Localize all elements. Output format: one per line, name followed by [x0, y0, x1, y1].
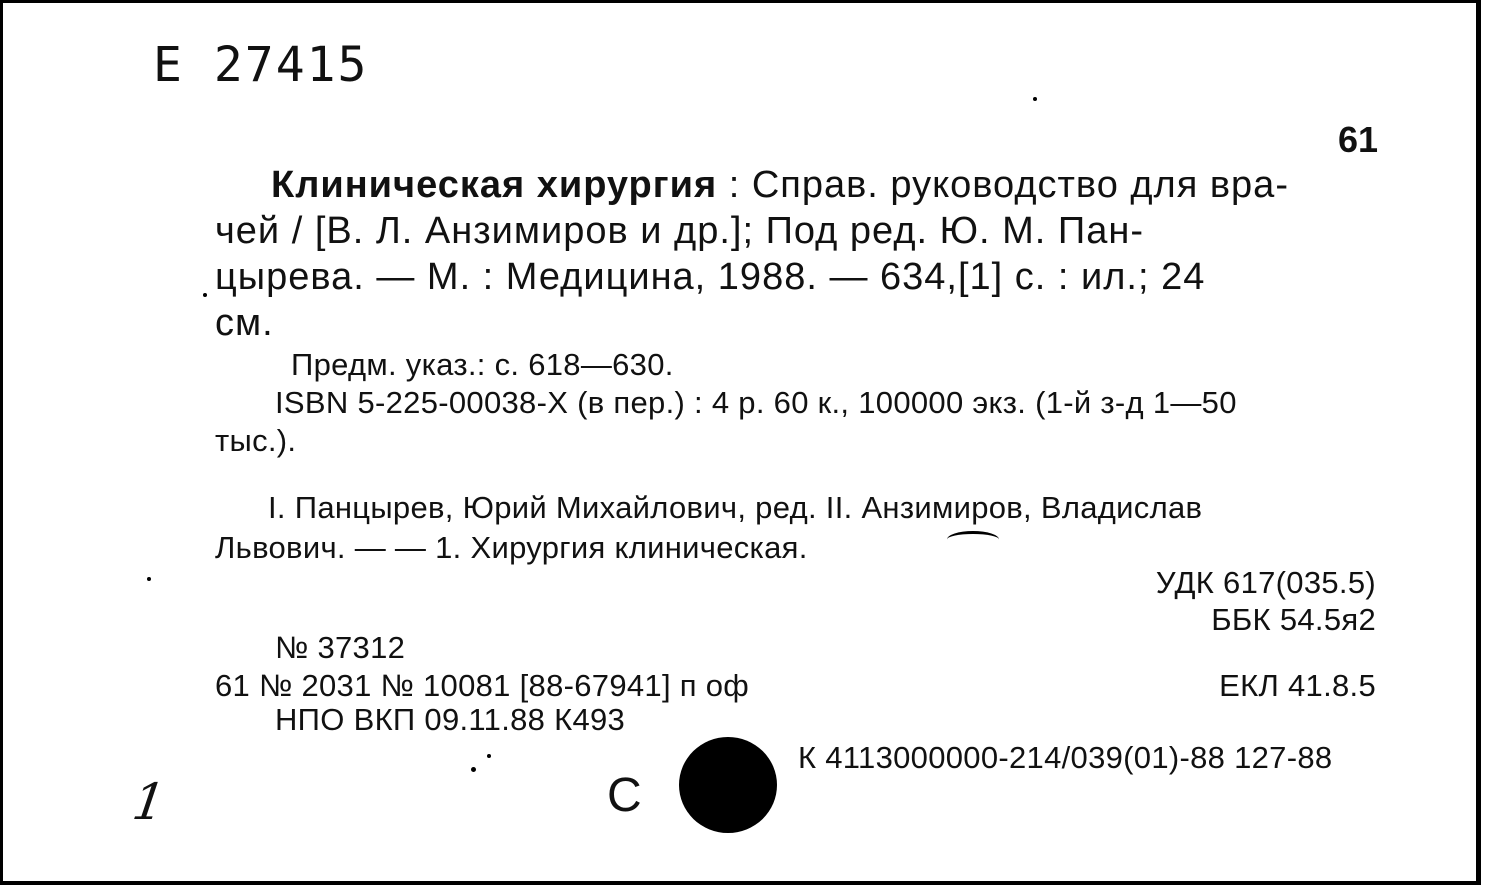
speck: [203, 293, 207, 297]
ekl: ЕКЛ 41.8.5: [1219, 668, 1376, 703]
isbn-line: ISBN 5-225-00038-X (в пер.) : 4 р. 60 к., 100000 экз. (1-й з-д 1—50: [275, 385, 1237, 420]
isbn-continuation: тыс.).: [215, 423, 297, 458]
description-line-1: : Справ. руководство для вра-: [717, 164, 1289, 206]
copyright-circle: [679, 737, 777, 833]
order-number: № 37312: [275, 630, 406, 665]
catalog-line: 61 № 2031 № 10081 [88-67941] п оф: [215, 668, 750, 703]
publisher-code: К 4113000000-214/039(01)-88 127-88: [798, 740, 1333, 775]
bbk: ББК 54.5я2: [1211, 602, 1376, 637]
copyright-sign: С: [607, 769, 642, 822]
title: Клиническая хирургия: [271, 164, 718, 206]
handwritten-mark: 1: [128, 773, 169, 831]
call-letter: Е: [153, 37, 184, 93]
description-line-3: цырева. — М. : Медицина, 1988. — 634,[1] с. : ил.; 24: [215, 256, 1206, 298]
call-number-digits: 27415: [213, 37, 369, 93]
speck: [487, 754, 491, 758]
page-number: 61: [1338, 119, 1379, 160]
speck: [147, 577, 151, 581]
udc: УДК 617(035.5): [1155, 565, 1376, 600]
tilde-mark: [947, 531, 999, 548]
tracing-line-2: Львович. — — 1. Хирургия клиническая.: [215, 530, 808, 565]
title-line-1: [271, 163, 1289, 207]
tracing-line-1: I. Панцырев, Юрий Михайлович, ред. II. Анзимиров, Владислав: [268, 490, 1203, 525]
speck: [1033, 97, 1037, 101]
index-note: Предм. указ.: с. 618—630.: [291, 347, 674, 382]
npo-line: НПО ВКП 09.11.88 К493: [275, 702, 626, 737]
speck: [471, 767, 476, 772]
call-number: [153, 37, 368, 93]
description-line-2: чей / [В. Л. Анзимиров и др.]; Под ред. Ю. М. Пан-: [215, 210, 1144, 252]
description-line-4: см.: [215, 302, 274, 344]
